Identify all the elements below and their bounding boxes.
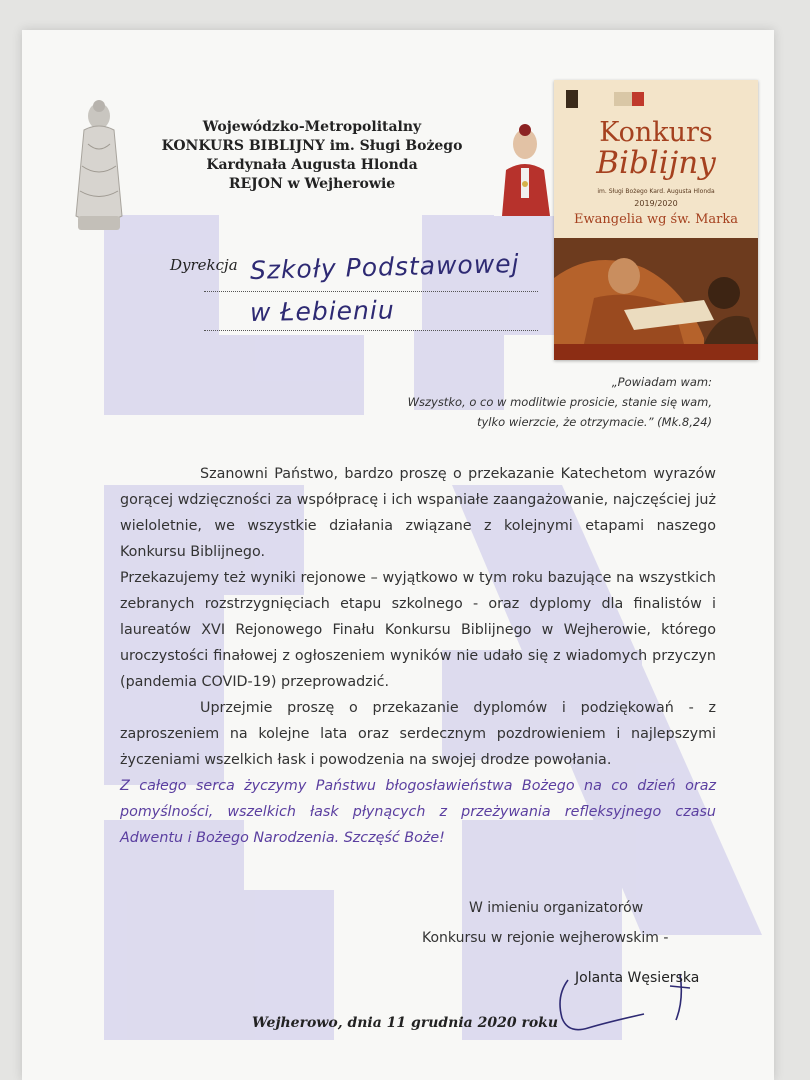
saint-mark-painting: [554, 238, 758, 344]
address-dotted-line-1: [204, 291, 538, 292]
poster-logos: [564, 88, 748, 112]
recipient-label: Dyrekcja: [170, 256, 238, 274]
quote-line-2: Wszystko, o co w modlitwie prosicie, stanie się wam,: [407, 395, 712, 409]
recipient-handwritten-line-1: Szkoły Podstawowej: [249, 248, 520, 285]
letter-body: [120, 461, 716, 851]
poster-title-line-1: Konkurs: [599, 117, 713, 148]
signatory-name: Jolanta Węsierska: [575, 970, 700, 986]
poster-footer-strip: [554, 344, 758, 360]
body-paragraph-1: Szanowni Państwo, bardzo proszę o przekazanie Katechetom wyrazów gorącej wdzięczności za współpracę i ich wspaniałe zaangażowanie, najczęściej już wieloletnie, we wszystkie działania związane z kolejnymi etapami naszego Konkursu Biblijnego.: [120, 466, 716, 560]
body-paragraph-2: Przekazujemy też wyniki rejonowe – wyjątkowo w tym roku bazujące na wszystkich zebranych rozstrzygnięciach etapu szkolnego - oraz dyplomy dla finalistów i laureatów XVI Rejonowego Finału Konkursu Biblijnego w Wejherowie, którego uroczystości finałowej z ogłoszeniem wyników nie udało się z wiadomych przyczyn (pandemia COVID-19) przeprowadzić.: [120, 570, 716, 690]
poster-title-line-2: Biblijny: [596, 145, 716, 181]
poster-gospel: Ewangelia wg św. Marka: [574, 212, 738, 227]
bible-quote: [322, 372, 712, 432]
recipient-handwritten-line-2: w Łebieniu: [249, 295, 395, 327]
quote-line-3: tylko wierzcie, że otrzymacie.” (Mk.8,24): [476, 415, 712, 429]
address-dotted-line-2: [204, 330, 538, 331]
body-paragraph-3: Uprzejmie proszę o przekazanie dyplomów i podziękowań - z zaproszeniem na kolejne lata oraz serdecznym pozdrowieniem i najlepszymi życzeniami wszelkich łask i powodzenia na swojej drodze powołania.: [120, 700, 716, 768]
closing-line-2: Konkursu w rejonie wejherowskim -: [422, 930, 669, 946]
header-line-4: REJON w Wejherowie: [228, 176, 396, 192]
header-line-2: KONKURS BIBLIJNY im. Sługi Bożego: [161, 138, 463, 154]
madonna-statue-image: [64, 96, 134, 241]
place-and-date: Wejherowo, dnia 11 grudnia 2020 roku: [251, 1015, 559, 1031]
blessing-paragraph: Z całego serca życzymy Państwu błogosławieństwa Bożego na co dzień oraz pomyślności, wszelkich łask płynących z przeżywania refleksyjnego czasu Adwentu i Bożego Narodzenia. Szczęść Boże!: [120, 778, 716, 846]
closing-block: [422, 893, 668, 953]
header-line-1: Wojewódzko-Metropolitalny: [202, 119, 422, 135]
poster-year: 2019/2020: [634, 199, 678, 208]
quote-line-1: „Powiadam wam:: [611, 375, 712, 389]
cardinal-hlond-portrait: [494, 118, 556, 216]
closing-line-1: W imieniu organizatorów: [469, 900, 644, 916]
header-line-3: Kardynała Augusta Hlonda: [206, 157, 418, 173]
letter-page: [22, 30, 774, 1080]
poster-subtitle: im. Sługi Bożego Kard. Augusta Hlonda: [597, 188, 715, 195]
contest-poster: [554, 80, 758, 360]
organizer-header: [132, 118, 492, 194]
